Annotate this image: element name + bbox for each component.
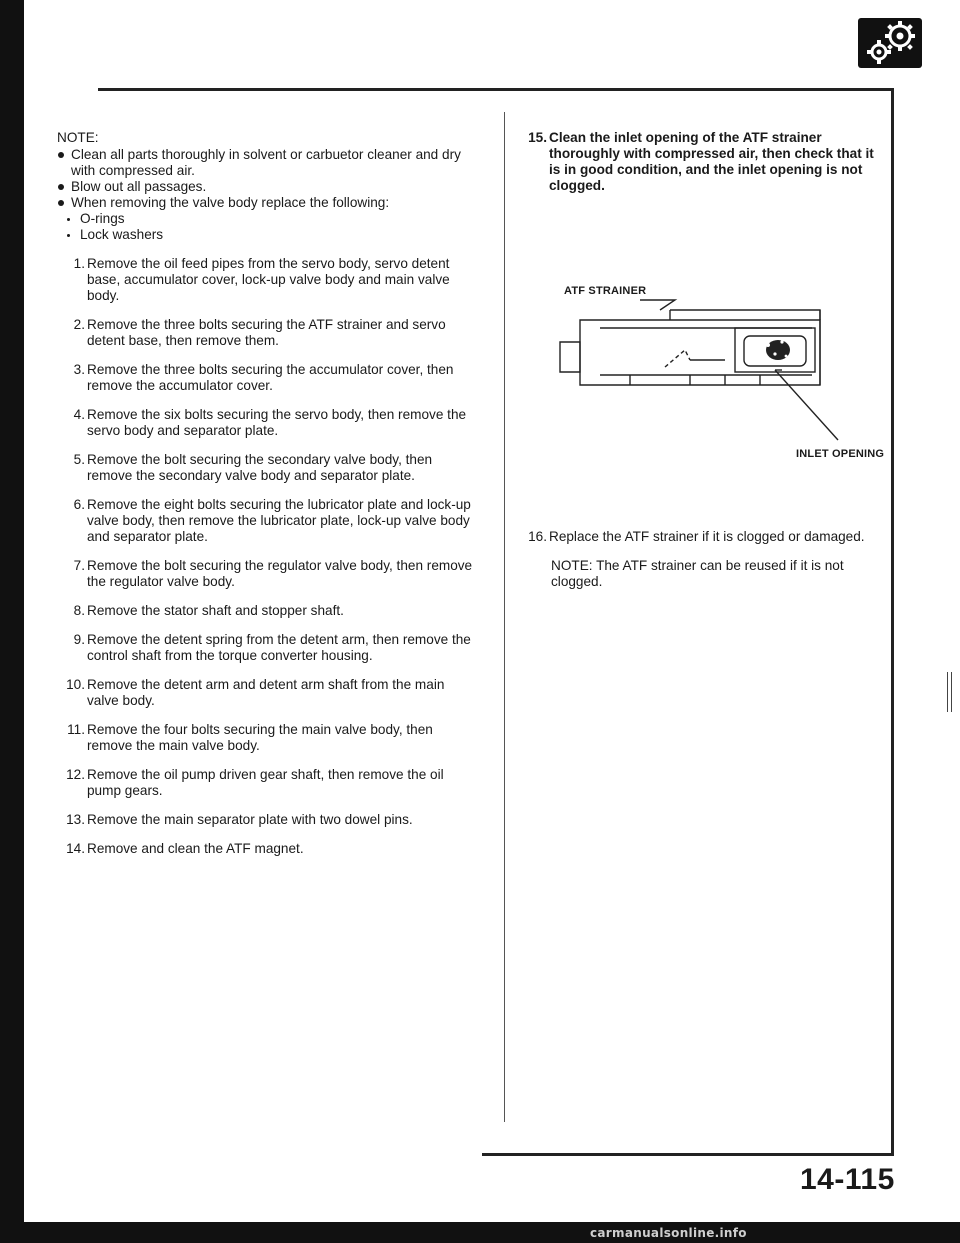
note-subitem [57,211,475,227]
bullet-icon [58,152,64,158]
step-text: Remove the six bolts securing the servo body, then remove the servo body and separator plate. [87,407,467,438]
step-text: Remove the oil feed pipes from the servo body, servo detent base, accumulator cover, lock-up valve body and main valve body. [87,256,450,303]
note-subitem [57,227,475,243]
step-text: Remove the detent arm and detent arm shaft from the main valve body. [87,677,445,708]
step-text: Remove the main separator plate with two dowel pins. [87,812,413,827]
note-bullet-text: Clean all parts thoroughly in solvent or carbuetor cleaner and dry with compressed air. [71,147,461,178]
step-number: 8. [73,603,85,618]
right-column [519,130,884,194]
note-subitem-text: Lock washers [80,227,164,242]
gears-icon [858,18,922,68]
step-text: Remove the bolt securing the secondary valve body, then remove the secondary valve body and separator plate. [87,452,433,483]
step-number: 6. [73,497,85,512]
frame-right-rule [891,88,894,1155]
step-text: Remove the detent spring from the detent arm, then remove the control shaft from the torque converter housing. [87,632,471,663]
step-item [57,452,475,484]
bottom-edge-bar [0,1222,960,1243]
step-number: 7. [73,558,85,573]
step-text: Clean the inlet opening of the ATF strainer thoroughly with compressed air, then check that it is in good condition, and the inlet opening is not clogged. [549,130,874,193]
step-item [57,407,475,439]
note-bullet-text: When removing the valve body replace the following: [71,195,390,210]
step-text: Remove the eight bolts securing the lubricator plate and lock-up valve body, then remove the lubricator plate, lock-up valve body and separator plate. [87,497,471,544]
step16-note: NOTE: The ATF strainer can be reused if it is not clogged. [551,558,844,589]
note-heading: NOTE: [57,130,99,145]
step-item [57,362,475,394]
step-text: Remove the four bolts securing the main valve body, then remove the main valve body. [87,722,433,753]
step-item [57,256,475,304]
atf-strainer-label: ATF STRAINER [564,285,647,297]
step-number: 11. [67,722,85,737]
note-bullet [57,147,475,179]
step-item [519,529,884,545]
step-text: Remove the three bolts securing the ATF strainer and servo detent base, then remove them. [87,317,446,348]
step-number: 9. [73,632,85,647]
left-edge-bar [0,0,24,1243]
step-text: Remove the oil pump driven gear shaft, then remove the oil pump gears. [87,767,444,798]
step-number: 3. [73,362,85,377]
step-text: Remove the bolt securing the regulator valve body, then remove the regulator valve body. [87,558,473,589]
step-number: 4. [73,407,85,422]
page-number: 14-115 [800,1163,895,1196]
sub-bullet-icon [67,234,70,237]
margin-mark [947,672,952,712]
step-item [57,812,475,828]
bullet-icon [58,184,64,190]
step-item [519,130,884,194]
step-number: 1. [73,256,85,271]
step-text: Remove and clean the ATF magnet. [87,841,304,856]
right-column-lower [519,529,884,590]
step-text: Remove the three bolts securing the accumulator cover, then remove the accumulator cover. [87,362,454,393]
step-number: 16. [528,529,547,544]
step-number: 10. [66,677,85,692]
sub-bullet-icon [67,218,70,221]
step-number: 12. [66,767,85,782]
step-text: Remove the stator shaft and stopper shaft. [87,603,344,618]
step-number: 15. [528,130,547,145]
step-item [57,632,475,664]
left-column [57,130,475,857]
step-number: 5. [73,452,85,467]
column-divider [504,112,505,1122]
step-item [57,767,475,799]
step-item [57,677,475,709]
frame-bottom-rule [482,1153,894,1156]
frame-top-rule [98,88,892,91]
step-item [57,603,475,619]
inlet-opening-label: INLET OPENING [796,448,885,460]
note-bullet [57,195,475,211]
step-number: 2. [73,317,85,332]
bullet-icon [58,200,64,206]
atf-strainer-diagram [520,280,890,460]
step-text: Replace the ATF strainer if it is clogged or damaged. [549,529,865,544]
note-subitem-text: O-rings [80,211,125,226]
step-item [57,841,475,857]
atf-strainer-illustration [520,280,890,460]
step-number: 14. [66,841,85,856]
step-item [57,722,475,754]
step-item [57,558,475,590]
step-item [57,497,475,545]
watermark: carmanualsonline.info [590,1226,747,1240]
step-number: 13. [66,812,85,827]
step-item [57,317,475,349]
note-bullet [57,179,475,195]
note-bullet-text: Blow out all passages. [71,179,207,194]
